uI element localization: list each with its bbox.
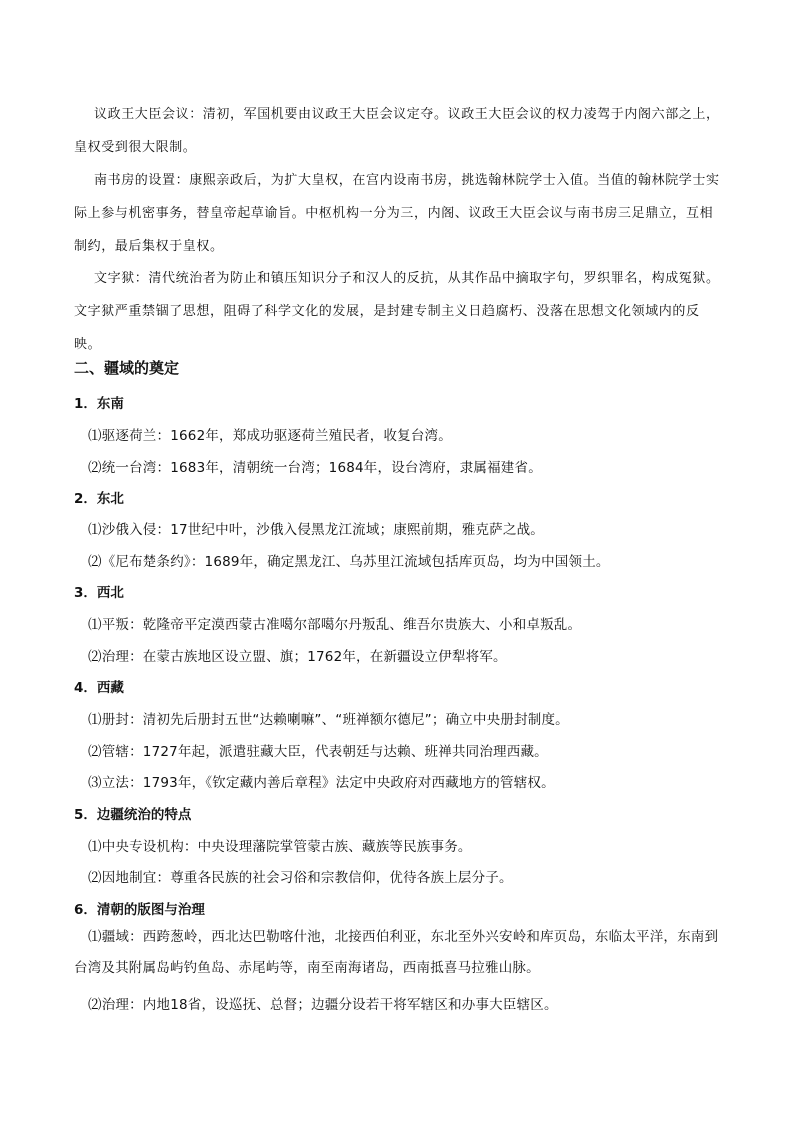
list-item: ⑴中央专设机构：中央设理藩院掌管蒙古族、藏族等民族事务。 <box>88 839 472 855</box>
subsection-heading-frontier-features: 5．边疆统治的特点 <box>74 807 192 823</box>
list-item: ⑴平叛：乾隆帝平定漠西蒙古准噶尔部噶尔丹叛乱、维吾尔贵族大、小和卓叛乱。 <box>88 617 582 633</box>
list-item: ⑴册封：清初先后册封五世“达赖喇嘛”、“班禅额尔德尼”；确立中央册封制度。 <box>88 712 569 728</box>
section-title: 二、疆域的奠定 <box>74 359 180 377</box>
intro-paragraph-south-study <box>74 164 722 263</box>
paragraph-text: 南书房的设置：康熙亲政后，为扩大皇权，在宫内设南书房，挑选翰林院学士入值。当值的翰林院学士实际上参与机密事务，替皇帝起草谕旨。中枢机构一分为三，内阁、议政王大臣会议与南书房三足鼎立，互相制约，最后集权于皇权。 <box>74 173 720 254</box>
list-item: ⑵《尼布楚条约》：1689年，确定黑龙江、乌苏里江流域包括库页岛，均为中国领土。 <box>88 554 610 570</box>
intro-paragraph-literary-inquisition <box>74 262 722 361</box>
subsection-heading-territory: 6．清朝的版图与治理 <box>74 902 205 918</box>
list-item: ⑵管辖：1727年起，派遣驻藏大臣，代表朝廷与达赖、班禅共同治理西藏。 <box>88 744 548 760</box>
paragraph-text: 文字狱：清代统治者为防止和镇压知识分子和汉人的反抗，从其作品中摘取字句，罗织罪名，构成冤狱。文字狱严重禁锢了思想，阻碍了科学文化的发展，是封建专制主义日趋腐朽、没落在思想文化领域内的反映。 <box>74 271 720 352</box>
list-item: ⑵治理：内地18省，设巡抚、总督；边疆分设若干将军辖区和办事大臣辖区。 <box>88 997 558 1013</box>
intro-paragraph-council <box>74 98 722 164</box>
list-item: ⑵统一台湾：1683年，清朝统一台湾；1684年，设台湾府，隶属福建省。 <box>88 460 542 476</box>
list-item: ⑶立法：1793年，《钦定藏内善后章程》法定中央政府对西藏地方的管辖权。 <box>88 775 555 791</box>
subsection-heading-southeast: 1．东南 <box>74 396 124 412</box>
list-item: ⑴驱逐荷兰：1662年，郑成功驱逐荷兰殖民者，收复台湾。 <box>88 428 452 444</box>
list-item: ⑴疆域：西跨葱岭，西北达巴勒喀什池，北接西伯利亚，东北至外兴安岭和库页岛，东临太平洋，东南到台湾及其附属岛屿钓鱼岛、赤尾屿等，南至南海诸岛，西南抵喜马拉雅山脉。 <box>74 929 719 976</box>
list-item: ⑵因地制宜：尊重各民族的社会习俗和宗教信仰，优待各族上层分子。 <box>88 870 513 886</box>
subsection-heading-northeast: 2．东北 <box>74 491 124 507</box>
list-item: ⑵治理：在蒙古族地区设立盟、旗；1762年，在新疆设立伊犁将军。 <box>88 649 507 665</box>
paragraph-text: 议政王大臣会议：清初，军国机要由议政王大臣会议定夺。议政王大臣会议的权力凌驾于内阁六部之上，皇权受到很大限制。 <box>74 107 720 155</box>
subsection-heading-tibet: 4．西藏 <box>74 680 124 696</box>
list-item: ⑴沙俄入侵：17世纪中叶，沙俄入侵黑龙江流域；康熙前期，雅克萨之战。 <box>88 522 544 538</box>
subsection-heading-northwest: 3．西北 <box>74 585 124 601</box>
